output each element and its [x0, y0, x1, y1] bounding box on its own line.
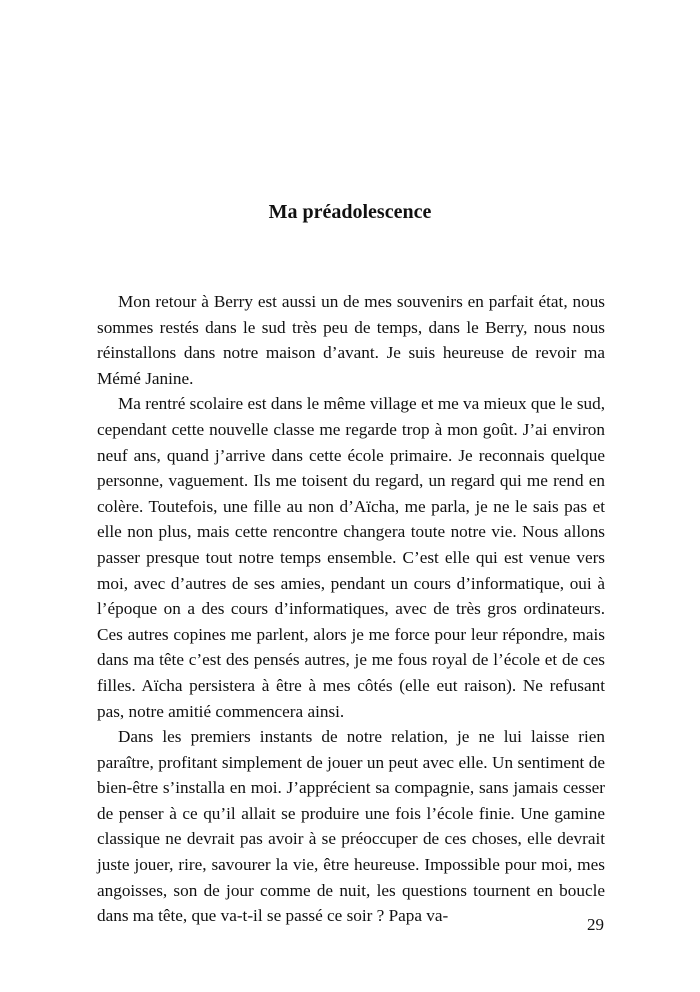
paragraph-3: Dans les premiers instants de notre relation, je ne lui laisse rien paraître, profitant simplement de jouer un peut avec elle. Un sentiment de bien-être s’installa en moi. J’apprécient sa compagnie, sans jamais cesser de penser à ce qu’il allait se produire une fois l’école finie. Une gamine classique ne devrait pas avoir à se préoccuper de ces choses, elle devrait juste jouer, rire, savourer la vie, être heureuse. Impossible pour moi, mes angoisses, son de jour comme de nuit, les questions tournent en boucle dans ma tête, que va-t-il se passé ce soir ? Papa va- — [97, 727, 605, 926]
body-text — [97, 289, 605, 929]
paragraph-2: Ma rentré scolaire est dans le même village et me va mieux que le sud, cependant cette nouvelle classe me regarde trop à mon goût. J’ai environ neuf ans, quand j’arrive dans cette école primaire. Je reconnais quelque personne, vaguement. Ils me toisent du regard, un regard qui me rend en colère. Toutefois, une fille au non d’Aïcha, me parla, je ne le sais pas et elle non plus, mais cette rencontre changera toute notre vie. Nous allons passer presque tout notre temps ensemble. C’est elle qui est venue vers moi, avec d’autres de ses amies, pendant un cours d’informatique, oui à l’époque on a des cours d’informatiques, avec de très gros ordinateurs. Ces autres copines me parlent, alors je me force pour leur répondre, mais dans ma tête c’est des pensés autres, je me fous royal de l’école et de ces filles. Aïcha persistera à être à mes côtés (elle eut raison). Ne refusant pas, notre amitié commencera ainsi. — [97, 394, 605, 721]
paragraph-1: Mon retour à Berry est aussi un de mes souvenirs en parfait état, nous sommes restés dans le sud très peu de temps, dans le Berry, nous nous réinstallons dans notre maison d’avant. Je suis heureuse de revoir ma Mémé Janine. — [97, 292, 605, 388]
page-title: Ma préadolescence — [268, 201, 432, 223]
page-number: 29 — [587, 915, 604, 934]
